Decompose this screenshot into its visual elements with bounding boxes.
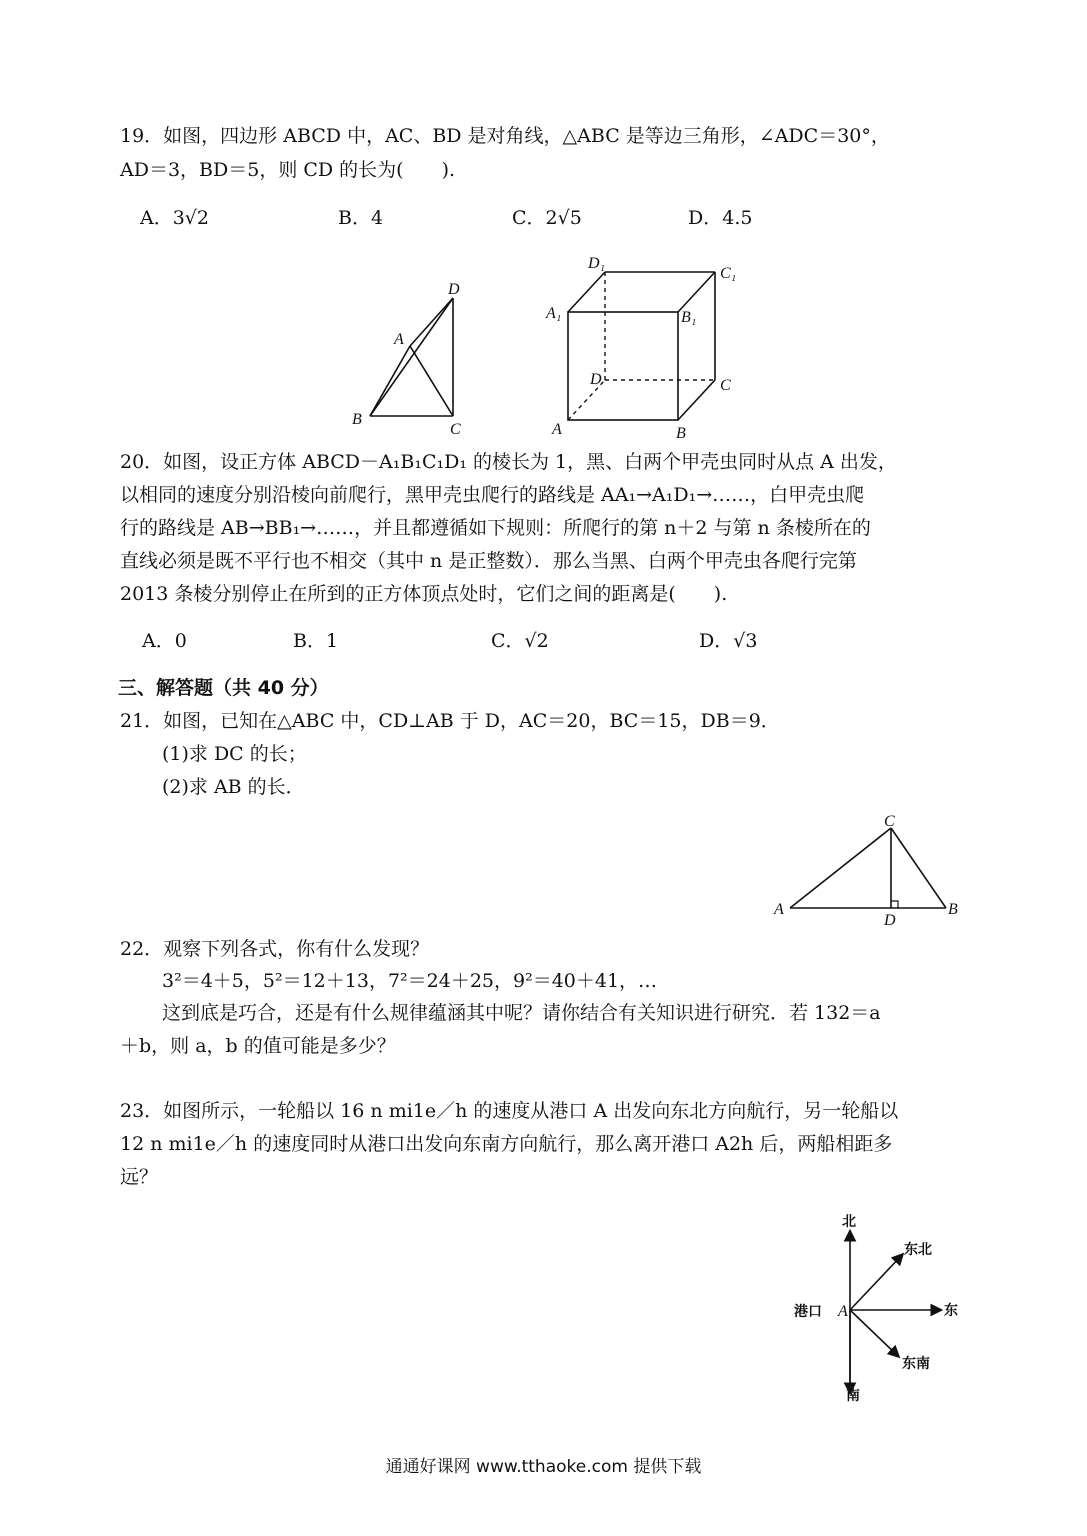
- label-port: 港口: [794, 1304, 822, 1320]
- q22-line3: 这到底是巧合，还是有什么规律蕴涵其中呢？请你结合有关知识进行研究．若 132＝a: [162, 1002, 881, 1024]
- q21-label-a: A: [774, 901, 784, 918]
- cube-label-a1: A₁: [546, 305, 562, 322]
- q19-label-c: C: [450, 421, 461, 438]
- q22-line4: ＋b，则 a，b 的值可能是多少？: [120, 1035, 396, 1057]
- q20-line3: 行的路线是 AB→BB₁→……，并且都遵循如下规则：所爬行的第 n＋2 与第 n 条棱所在的: [120, 517, 871, 539]
- q19-line1: 19．如图，四边形 ABCD 中，AC、BD 是对角线，△ABC 是等边三角形，∠ADC＝30°，: [120, 125, 890, 147]
- cube-label-b: B: [676, 425, 686, 442]
- q23-line2: 12 n mi1e／h 的速度同时从港口出发向东南方向航行，那么离开港口 A2h 后，两船相距多: [120, 1133, 893, 1155]
- q21-triangle-figure: [770, 812, 970, 930]
- label-northeast: 东北: [904, 1242, 932, 1258]
- q21-label-d: D: [884, 912, 896, 929]
- q23-compass-figure: [780, 1210, 980, 1405]
- q23-line3: 远？: [120, 1166, 159, 1188]
- cube-label-d: D: [590, 371, 602, 388]
- cube-figure: [540, 250, 750, 445]
- q21-sub2: (2)求 AB 的长．: [162, 776, 305, 798]
- q20-line4: 直线必须是既不平行也不相交（其中 n 是正整数）．那么当黑、白两个甲壳虫各爬行完第: [120, 550, 857, 572]
- q20-option-b: B．1: [293, 630, 339, 652]
- label-north: 北: [842, 1214, 856, 1230]
- q19-label-d: D: [448, 281, 460, 298]
- label-port-a: A: [838, 1303, 848, 1320]
- q20-option-c: C．√2: [491, 630, 549, 652]
- q19-label-a: A: [394, 331, 404, 348]
- cube-label-d1: D₁: [588, 255, 606, 272]
- q20-line2: 以相同的速度分别沿棱向前爬行，黑甲壳虫爬行的路线是 AA₁→A₁D₁→……，白甲壳虫爬: [120, 484, 865, 506]
- footer-source: 通通好课网 www.tthaoke.com 提供下载: [385, 1457, 702, 1477]
- cube-label-a: A: [552, 421, 562, 438]
- q19-option-a: A．3√2: [140, 207, 210, 229]
- q21-label-c: C: [884, 813, 895, 830]
- label-east: 东: [944, 1303, 958, 1319]
- q23-line1: 23．如图所示，一轮船以 16 n mi1e／h 的速度从港口 A 出发向东北方向航行，另一轮船以: [120, 1100, 899, 1122]
- q21-sub1: (1)求 DC 的长；: [162, 743, 307, 765]
- q22-line2: 3²＝4＋5，5²＝12＋13，7²＝24＋25，9²＝40＋41，…: [162, 970, 658, 992]
- southeast-arrow: [850, 1310, 898, 1356]
- q19-option-b: B．4: [338, 207, 384, 229]
- northeast-arrow: [850, 1255, 902, 1310]
- q19-label-b: B: [352, 411, 362, 428]
- q19-line2: AD＝3，BD＝5，则 CD 的长为( ).: [120, 159, 456, 181]
- cube-label-c: C: [720, 377, 731, 394]
- section-heading: 三、解答题（共 40 分）: [118, 677, 329, 699]
- q20-line1: 20．如图，设正方体 ABCD－A₁B₁C₁D₁ 的棱长为 1，黑、白两个甲壳虫同时从点 A 出发，: [120, 451, 897, 473]
- label-south: 南: [846, 1388, 860, 1404]
- label-southeast: 东南: [902, 1356, 930, 1372]
- q20-line5: 2013 条棱分别停止在所到的正方体顶点处时，它们之间的距离是( ).: [120, 583, 728, 605]
- cube-label-b1: B₁: [681, 309, 697, 326]
- q19-option-c: C．2√5: [512, 207, 582, 229]
- q19-option-d: D．4.5: [688, 207, 753, 229]
- q20-option-a: A．0: [142, 630, 187, 652]
- q22-line1: 22．观察下列各式，你有什么发现？: [120, 938, 430, 960]
- q21-label-b: B: [948, 901, 958, 918]
- q21-line1: 21．如图，已知在△ABC 中，CD⊥AB 于 D，AC＝20，BC＝15，DB＝9．: [120, 710, 780, 732]
- q20-option-d: D．√3: [699, 630, 758, 652]
- q19-quadrilateral-figure: [340, 270, 480, 440]
- cube-label-c1: C₁: [720, 265, 737, 282]
